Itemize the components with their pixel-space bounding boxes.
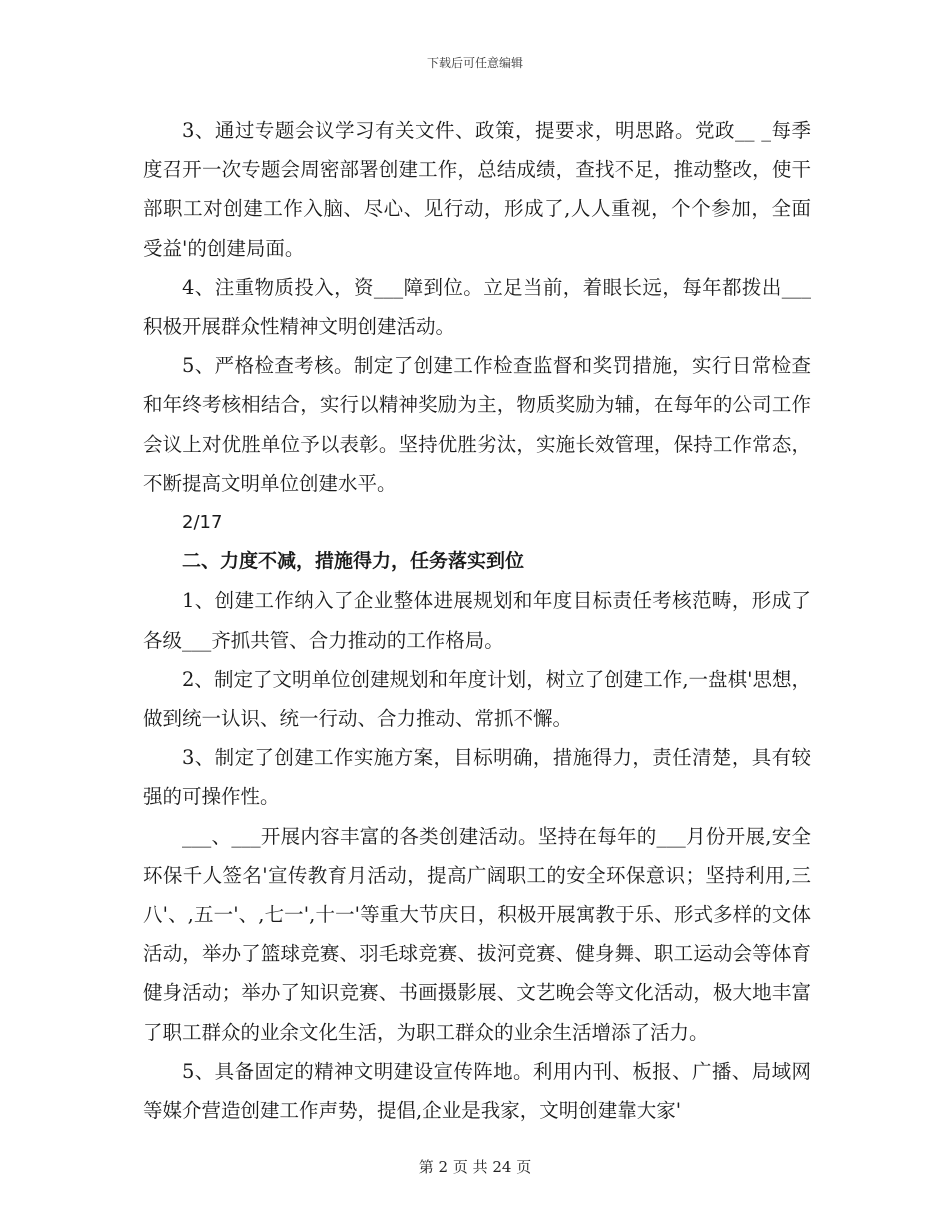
- paragraph-item-5-inspection: 5、严格检查考核。制定了创建工作检查监督和奖罚措施，实行日常检查和年终考核相结合，实行以精神奖励为主，物质奖励为辅，在每年的公司工作会议上对优胜单位予以表彰。坚持优胜劣汰，实施长效管理，保持工作常态，不断提高文明单位创建水平。: [143, 354, 811, 495]
- paragraph-item-3-scheme: 3、制定了创建工作实施方案，目标明确，措施得力，责任清楚，具有较强的可操作性。: [143, 746, 811, 809]
- section-heading: 二、力度不减，措施得力，任务落实到位: [182, 550, 525, 573]
- paragraph-item-1-planning: 1、创建工作纳入了企业整体进展规划和年度目标责任考核范畴，形成了各级___齐抓共管、合力推动的工作格局。: [143, 589, 811, 652]
- paragraph-item-4-activities: ___、___开展内容丰富的各类创建活动。坚持在每年的___月份开展,安全环保千人签名'宣传教育月活动，提高广阔职工的安全环保意识；坚持利用,三八'、,五一'、,七一',十一'等重大节庆日，积极开展寓教于乐、形式多样的文体活动，举办了篮球竞赛、羽毛球竞赛、拔河竞赛、健身舞、职工运动会等体育健身活动；举办了知识竞赛、书画摄影展、文艺晚会等文化活动，极大地丰富了职工群众的业余文化生活，为职工群众的业余生活增添了活力。: [143, 824, 811, 1044]
- paragraph-item-3-meetings: 3、通过专题会议学习有关文件、政策，提要求，明思路。党政__ _每季度召开一次专题会周密部署创建工作，总结成绩，查找不足，推动整改，使干部职工对创建工作入脑、尽心、见行动，形成了,人人重视，个个参加，全面受益'的创建局面。: [143, 119, 811, 260]
- page-footer: 第 2 页 共 24 页: [418, 1158, 532, 1176]
- paragraph-item-4-investment: 4、注重物质投入，资___障到位。立足当前，着眼长远，每年都拨出___积极开展群众性精神文明创建活动。: [143, 275, 811, 339]
- paragraph-item-5-publicity: 5、具备固定的精神文明建设宣传阵地。利用内刊、板报、广播、局域网等媒介营造创建工作声势，提倡,企业是我家，文明创建靠大家': [143, 1059, 811, 1123]
- header-note: 下载后可任意编辑: [426, 56, 523, 70]
- document-body: [143, 111, 811, 1130]
- page-marker: 2/17: [182, 512, 223, 534]
- paragraph-item-2-plan: 2、制定了文明单位创建规划和年度计划，树立了创建工作,一盘棋'思想，做到统一认识、统一行动、合力推动、常抓不懈。: [143, 667, 811, 731]
